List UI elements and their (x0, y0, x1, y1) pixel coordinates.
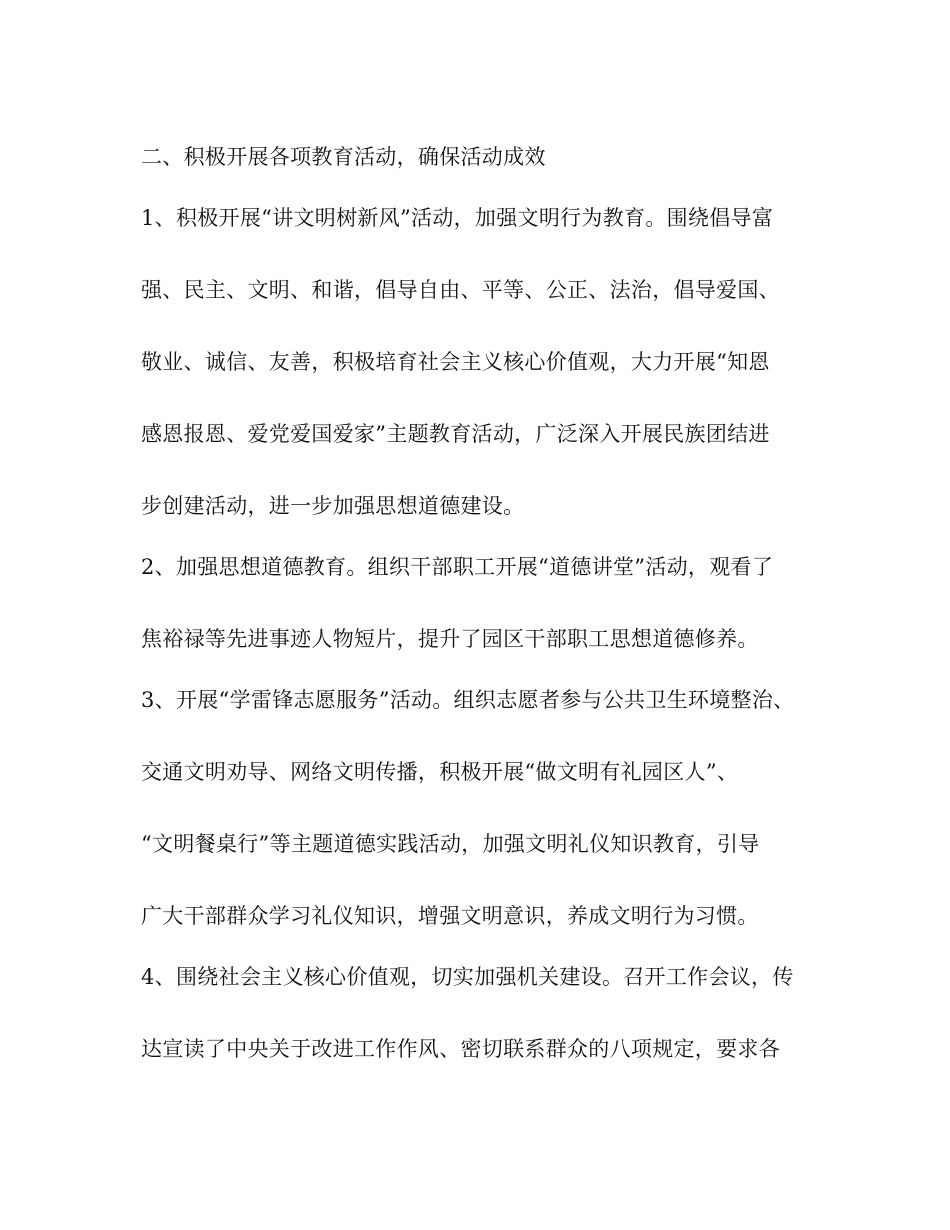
text-line: 敬业、诚信、友善，积极培育社会主义核心价值观，大力开展“知恩 (141, 350, 770, 374)
text-line: “文明餐桌行”等主题道德实践活动，加强文明礼仪知识教育，引导 (141, 832, 760, 856)
text-line: 步创建活动，进一步加强思想道德建设。 (141, 494, 525, 518)
text-line: 达宣读了中央关于改进工作作风、密切联系群众的八项规定，要求各 (141, 1037, 780, 1061)
text-line: 3、开展“学雷锋志愿服务”活动。组织志愿者参与公共卫生环境整治、 (141, 688, 795, 712)
section-heading: 二、积极开展各项教育活动，确保活动成效 (141, 145, 546, 169)
text-line: 广大干部群众学习礼仪知识，增强文明意识，养成文明行为习惯。 (141, 904, 759, 928)
text-line: 焦裕禄等先进事迹人物短片，提升了园区干部职工思想道德修养。 (141, 627, 759, 651)
text-line: 4、围绕社会主义核心价值观，切实加强机关建设。召开工作会议，传 (141, 965, 794, 989)
text-line: 2、加强思想道德教育。组织干部职工开展“道德讲堂”活动，观看了 (141, 555, 774, 579)
text-line: 1、积极开展“讲文明树新风”活动，加强文明行为教育。围绕倡导富 (141, 206, 774, 230)
text-line: 交通文明劝导、网络文明传播，积极开展“做文明有礼园区人”、 (141, 760, 739, 784)
text-line: 强、民主、文明、和谐，倡导自由、平等、公正、法治，倡导爱国、 (141, 278, 780, 302)
text-line: 感恩报恩、爱党爱国爱家”主题教育活动，广泛深入开展民族团结进 (141, 422, 770, 446)
